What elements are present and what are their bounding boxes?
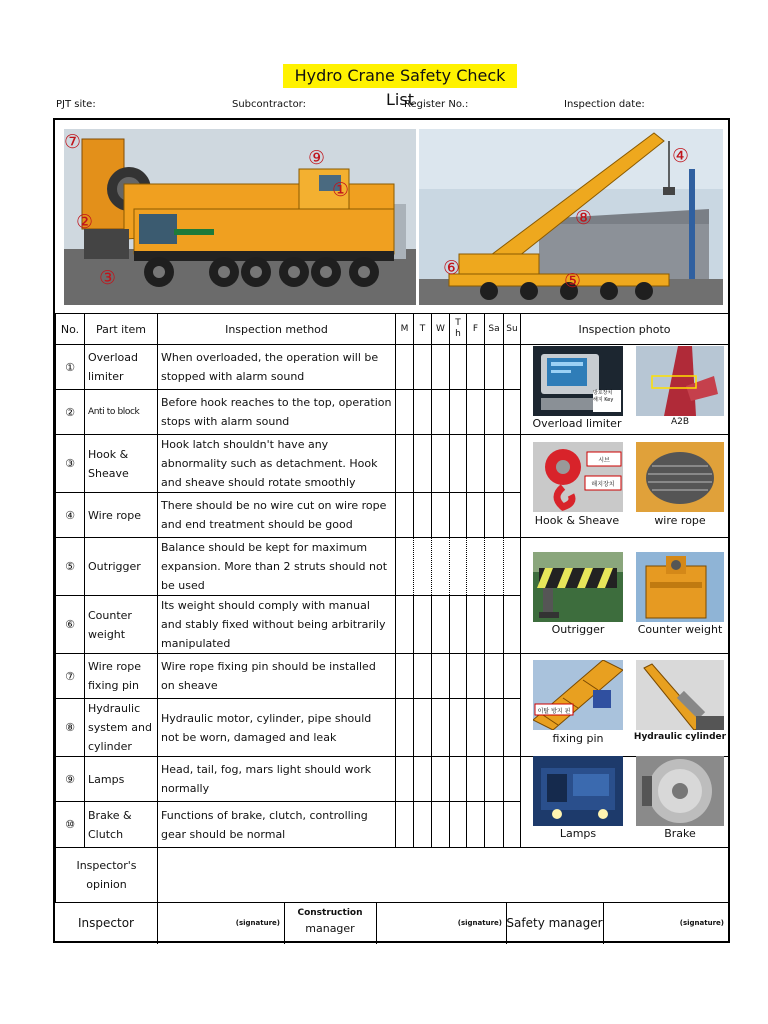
header-day-su: Su bbox=[504, 314, 521, 345]
photo-label: Counter weight bbox=[637, 623, 723, 636]
inspector-signature-field[interactable] bbox=[157, 903, 285, 944]
check-cell[interactable] bbox=[414, 493, 432, 538]
photo-counter-weight bbox=[636, 552, 724, 642]
check-cell[interactable] bbox=[414, 654, 432, 699]
checklist-table bbox=[55, 313, 729, 903]
inspection-date-label: Inspection date: bbox=[564, 99, 645, 110]
marker-2: ② bbox=[76, 211, 94, 233]
check-cell[interactable] bbox=[396, 345, 414, 390]
check-cell[interactable] bbox=[467, 435, 485, 493]
check-cell[interactable] bbox=[414, 757, 432, 802]
check-cell[interactable] bbox=[432, 345, 450, 390]
table-row bbox=[56, 345, 729, 390]
check-cell[interactable] bbox=[504, 699, 521, 757]
marker-9: ⑨ bbox=[308, 147, 326, 169]
row-part: Wire rope bbox=[85, 493, 158, 538]
page-title: Hydro Crane Safety Check List bbox=[283, 64, 517, 88]
check-cell[interactable] bbox=[432, 435, 450, 493]
photo-brake bbox=[636, 756, 724, 844]
row-number: ① bbox=[56, 345, 85, 390]
check-cell[interactable] bbox=[396, 538, 414, 596]
check-cell[interactable] bbox=[414, 802, 432, 848]
check-cell[interactable] bbox=[432, 699, 450, 757]
checklist-sheet bbox=[53, 118, 730, 943]
check-cell[interactable] bbox=[450, 435, 467, 493]
row-number: ⑦ bbox=[56, 654, 85, 699]
check-cell[interactable] bbox=[504, 654, 521, 699]
signature-hint: (signature) bbox=[679, 919, 724, 927]
check-cell[interactable] bbox=[432, 802, 450, 848]
photo-lamps bbox=[533, 756, 623, 844]
check-cell[interactable] bbox=[450, 390, 467, 435]
photo-label: Hydraulic cylinder bbox=[633, 732, 727, 742]
marker-8: ⑧ bbox=[575, 207, 593, 229]
check-cell[interactable] bbox=[485, 538, 504, 596]
row-number: ⑨ bbox=[56, 757, 85, 802]
row-method: Its weight should comply with manual and stably fixed without being arbitrarily manipulated bbox=[158, 596, 396, 654]
check-cell[interactable] bbox=[414, 699, 432, 757]
check-cell[interactable] bbox=[396, 596, 414, 654]
photo-wire-rope bbox=[636, 442, 724, 534]
check-cell[interactable] bbox=[396, 802, 414, 848]
table-row bbox=[56, 757, 729, 802]
check-cell[interactable] bbox=[467, 538, 485, 596]
header-day-m: M bbox=[396, 314, 414, 345]
pjt-site-label: PJT site: bbox=[56, 99, 96, 110]
row-part: Anti to block bbox=[85, 390, 158, 435]
check-cell[interactable] bbox=[396, 435, 414, 493]
row-number: ⑧ bbox=[56, 699, 85, 757]
row-method: Wire rope fixing pin should be installed on sheave bbox=[158, 654, 396, 699]
row-method: Functions of brake, clutch, controlling gear should be normal bbox=[158, 802, 396, 848]
marker-7: ⑦ bbox=[64, 131, 82, 153]
overload-key-label: 방호장치 해지 Key bbox=[593, 390, 614, 403]
row-number: ⑥ bbox=[56, 596, 85, 654]
photo-label: Lamps bbox=[559, 827, 597, 840]
marker-4: ④ bbox=[672, 145, 690, 167]
check-cell[interactable] bbox=[450, 654, 467, 699]
check-cell[interactable] bbox=[485, 435, 504, 493]
check-cell[interactable] bbox=[450, 757, 467, 802]
subcontractor-label: Subcontractor: bbox=[232, 99, 306, 110]
header-row bbox=[56, 314, 729, 345]
check-cell[interactable] bbox=[414, 345, 432, 390]
check-cell[interactable] bbox=[432, 596, 450, 654]
check-cell[interactable] bbox=[450, 493, 467, 538]
row-part: Brake & Clutch bbox=[85, 802, 158, 848]
row-method: Hydraulic motor, cylinder, pipe should not be worn, damaged and leak bbox=[158, 699, 396, 757]
row-part: Hook & Sheave bbox=[85, 435, 158, 493]
check-cell[interactable] bbox=[450, 699, 467, 757]
table-row bbox=[56, 654, 729, 699]
photo-label: Hook & Sheave bbox=[534, 514, 620, 527]
photo-hydraulic-cylinder bbox=[633, 660, 727, 752]
check-cell[interactable] bbox=[432, 757, 450, 802]
register-no-label: Register No.: bbox=[404, 99, 469, 110]
row-method: Balance should be kept for maximum expansion. More than 2 struts should not be used bbox=[158, 538, 396, 596]
pin-kr-label: 이탈 방지 핀 bbox=[537, 708, 571, 715]
marker-3: ③ bbox=[99, 267, 117, 289]
construction-manager-label bbox=[284, 903, 377, 944]
check-cell[interactable] bbox=[450, 596, 467, 654]
photo-a2b bbox=[636, 346, 724, 434]
check-cell[interactable] bbox=[504, 390, 521, 435]
check-cell[interactable] bbox=[414, 596, 432, 654]
check-cell[interactable] bbox=[504, 493, 521, 538]
photo-overload-limiter bbox=[533, 346, 623, 434]
header-no: No. bbox=[56, 314, 85, 345]
row-part: Overload limiter bbox=[85, 345, 158, 390]
construction-signature-field[interactable] bbox=[376, 903, 507, 944]
row-number: ⑤ bbox=[56, 538, 85, 596]
check-cell[interactable] bbox=[396, 757, 414, 802]
inspector-label: Inspector bbox=[55, 903, 158, 944]
marker-6: ⑥ bbox=[443, 257, 461, 279]
latch-kr-label: 해지장치 bbox=[591, 481, 615, 488]
check-cell[interactable] bbox=[450, 802, 467, 848]
check-cell[interactable] bbox=[504, 596, 521, 654]
check-cell[interactable] bbox=[414, 390, 432, 435]
row-part: Wire rope fixing pin bbox=[85, 654, 158, 699]
marker-1: ① bbox=[332, 179, 350, 201]
row-number: ③ bbox=[56, 435, 85, 493]
photo-label: A2B bbox=[670, 417, 690, 427]
check-cell[interactable] bbox=[485, 699, 504, 757]
check-cell[interactable] bbox=[504, 435, 521, 493]
header-day-f: F bbox=[467, 314, 485, 345]
marker-5: ⑤ bbox=[564, 270, 582, 292]
safety-signature-field[interactable] bbox=[603, 903, 728, 944]
opinion-field[interactable] bbox=[158, 848, 729, 903]
photo-fixing-pin bbox=[533, 660, 623, 752]
check-cell[interactable] bbox=[485, 802, 504, 848]
check-cell[interactable] bbox=[485, 757, 504, 802]
header-photo: Inspection photo bbox=[521, 314, 729, 345]
photo-label: Brake bbox=[664, 827, 696, 840]
header-day-sa: Sa bbox=[485, 314, 504, 345]
photo-label: Overload limiter bbox=[532, 417, 622, 430]
check-cell[interactable] bbox=[504, 757, 521, 802]
check-cell[interactable] bbox=[396, 654, 414, 699]
check-cell[interactable] bbox=[485, 596, 504, 654]
check-cell[interactable] bbox=[450, 538, 467, 596]
photo-label: wire rope bbox=[654, 514, 706, 527]
photo-label: Outrigger bbox=[551, 623, 605, 636]
check-cell[interactable] bbox=[485, 654, 504, 699]
check-cell[interactable] bbox=[432, 654, 450, 699]
check-cell[interactable] bbox=[467, 596, 485, 654]
check-cell[interactable] bbox=[467, 390, 485, 435]
header-day-w: W bbox=[432, 314, 450, 345]
construction-label: Construction bbox=[297, 908, 363, 918]
manager-label: manager bbox=[305, 922, 355, 935]
row-method: When overloaded, the operation will be stopped with alarm sound bbox=[158, 345, 396, 390]
check-cell[interactable] bbox=[467, 699, 485, 757]
check-cell[interactable] bbox=[485, 390, 504, 435]
check-cell[interactable] bbox=[432, 390, 450, 435]
check-cell[interactable] bbox=[467, 493, 485, 538]
header-part: Part item bbox=[85, 314, 158, 345]
row-number: ④ bbox=[56, 493, 85, 538]
opinion-label: Inspector's opinion bbox=[56, 848, 158, 903]
check-cell[interactable] bbox=[467, 345, 485, 390]
row-part: Outrigger bbox=[85, 538, 158, 596]
row-method: Head, tail, fog, mars light should work normally bbox=[158, 757, 396, 802]
check-cell[interactable] bbox=[504, 345, 521, 390]
check-cell[interactable] bbox=[467, 654, 485, 699]
safety-manager-label: Safety manager bbox=[506, 903, 604, 944]
header-day-th: T h bbox=[450, 314, 467, 345]
check-cell[interactable] bbox=[396, 390, 414, 435]
check-cell[interactable] bbox=[504, 538, 521, 596]
check-cell[interactable] bbox=[396, 699, 414, 757]
check-cell[interactable] bbox=[396, 493, 414, 538]
crane-photo-left bbox=[64, 129, 416, 305]
table-row bbox=[56, 435, 729, 493]
check-cell[interactable] bbox=[432, 493, 450, 538]
photo-label: fixing pin bbox=[552, 732, 604, 745]
check-cell[interactable] bbox=[467, 757, 485, 802]
check-cell[interactable] bbox=[432, 538, 450, 596]
header-method: Inspection method bbox=[158, 314, 396, 345]
opinion-row bbox=[56, 848, 729, 903]
row-method: There should be no wire cut on wire rope and end treatment should be good bbox=[158, 493, 396, 538]
photo-outrigger bbox=[533, 552, 623, 642]
check-cell[interactable] bbox=[504, 802, 521, 848]
check-cell[interactable] bbox=[467, 802, 485, 848]
crane-photo-right bbox=[419, 129, 723, 305]
photo-hook-sheave bbox=[533, 442, 623, 534]
row-part: Hydraulic system and cylinder bbox=[85, 699, 158, 757]
check-cell[interactable] bbox=[450, 345, 467, 390]
row-number: ⑩ bbox=[56, 802, 85, 848]
row-number: ② bbox=[56, 390, 85, 435]
check-cell[interactable] bbox=[414, 538, 432, 596]
row-part: Lamps bbox=[85, 757, 158, 802]
table-row bbox=[56, 538, 729, 596]
signature-hint: (signature) bbox=[457, 919, 502, 927]
row-method: Hook latch shouldn't have any abnormality such as detachment. Hook and sheave should rotate smoothly bbox=[158, 435, 396, 493]
sheave-kr-label: 시브 bbox=[598, 457, 610, 464]
signature-hint: (signature) bbox=[235, 919, 280, 927]
row-part: Counter weight bbox=[85, 596, 158, 654]
header-day-t: T bbox=[414, 314, 432, 345]
row-method: Before hook reaches to the top, operation stops with alarm sound bbox=[158, 390, 396, 435]
check-cell[interactable] bbox=[485, 493, 504, 538]
check-cell[interactable] bbox=[414, 435, 432, 493]
check-cell[interactable] bbox=[485, 345, 504, 390]
signature-row bbox=[55, 902, 728, 944]
